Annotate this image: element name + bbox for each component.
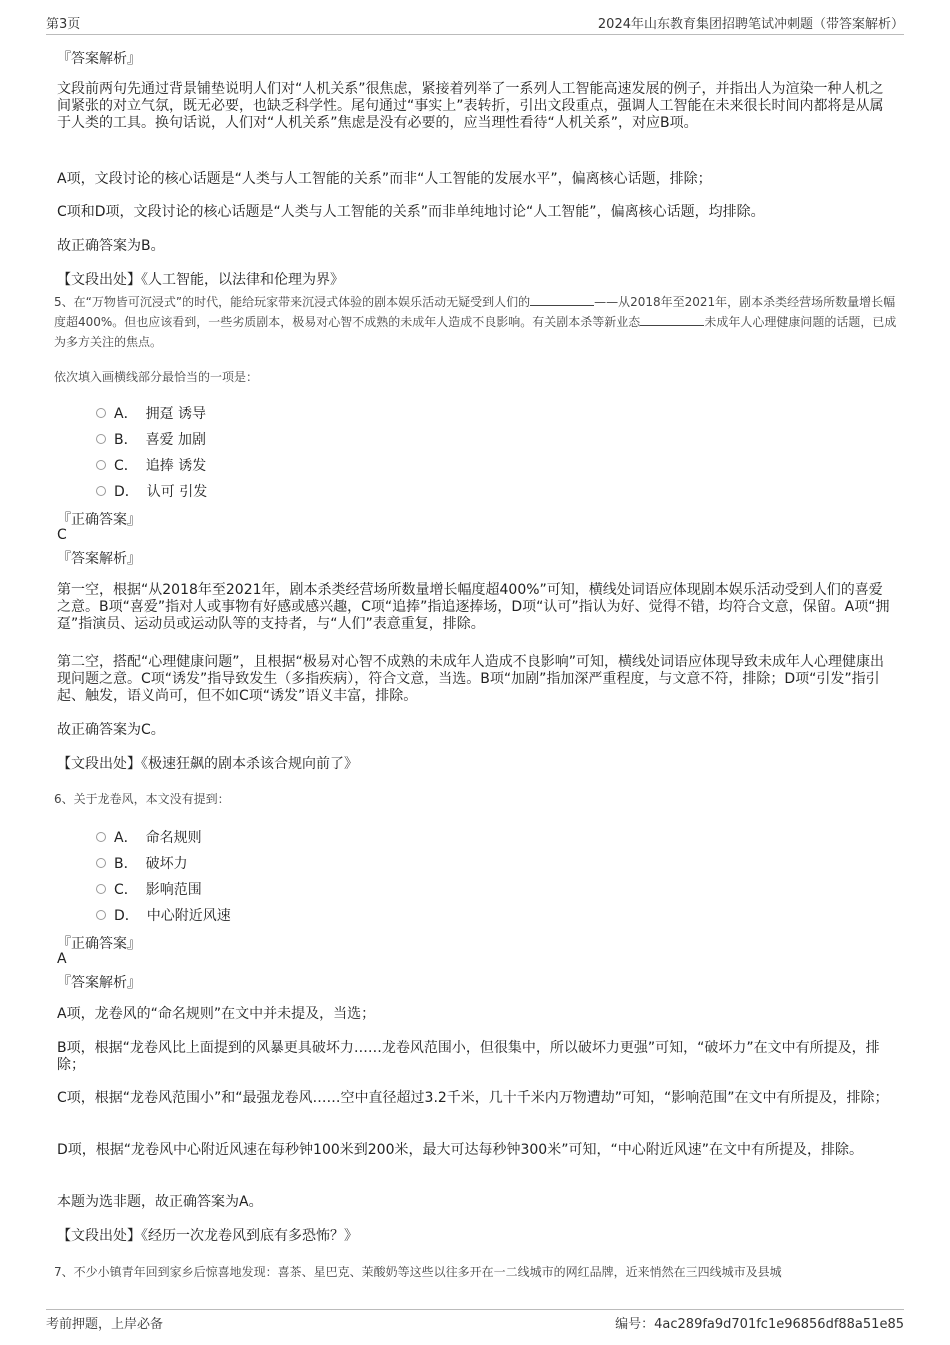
radio-button: [96, 884, 106, 894]
option-d[interactable]: D． 认可 引发: [96, 481, 207, 501]
question-stem: 6、关于龙卷风，本文没有提到：: [54, 792, 230, 806]
footer-slogan: 考前押题，上岸必备: [46, 1317, 164, 1332]
source-citation: 【文段出处】《极速狂飙的剧本杀该合规向前了》: [57, 756, 358, 772]
option-b[interactable]: B． 破坏力: [96, 853, 188, 873]
option-d[interactable]: D． 中心附近风速: [96, 905, 231, 925]
radio-button: [96, 460, 106, 470]
footer-divider: [46, 1309, 904, 1310]
correct-answer-label: 『正确答案』: [57, 512, 141, 528]
document-title: 2024年山东教育集团招聘笔试冲刺题（带答案解析）: [597, 17, 904, 32]
fill-blank: [530, 293, 594, 306]
radio-button: [96, 910, 106, 920]
radio-button: [96, 858, 106, 868]
analysis-label: 『答案解析』: [57, 51, 141, 67]
radio-button: [96, 486, 106, 496]
document-id: 编号：4ac289fa9d701fc1e96856df88a51e85: [615, 1317, 904, 1332]
source-citation: 【文段出处】《人工智能，以法律和伦理为界》: [57, 272, 344, 288]
option-a[interactable]: A． 拥趸 诱导: [96, 403, 206, 423]
radio-button: [96, 408, 106, 418]
radio-button: [96, 434, 106, 444]
answer-statement: 故正确答案为C。: [57, 722, 165, 738]
analysis-paragraph: C项，根据“龙卷风范围小”和“最强龙卷风……空中直径超过3.2千米，几十千米内万物遭劫”可知，“影响范围”在文中有所提及，排除；: [57, 1090, 889, 1106]
analysis-paragraph: B项，根据“龙卷风比上面提到的风暴更具破坏力……龙卷风范围小，但很集中，所以破坏力更强”可知，“破坏力”在文中有所提及，排除；: [57, 1040, 880, 1073]
answer-statement: 故正确答案为B。: [57, 238, 165, 254]
analysis-paragraph: D项，根据“龙卷风中心附近风速在每秒钟100米到200米，最大可达每秒钟300米”可知，“中心附近风速”在文中有所提及，排除。: [57, 1142, 863, 1158]
analysis-label: 『答案解析』: [57, 975, 141, 991]
analysis-paragraph: 第二空，搭配“心理健康问题”，且根据“极易对心智不成熟的未成年人造成不良影响”可知，横线处词语应体现导致未成年人心理健康出现问题之意。C项“诱发”指导致发生（多指疾病），符合文意，当选。B项“加剧”指加深严重程度，与文意不符，排除；D项“引发”指引起、触发，语义尚可，但不如C项“诱发”语义丰富，排除。: [57, 654, 885, 704]
option-b[interactable]: B． 喜爱 加剧: [96, 429, 206, 449]
option-c[interactable]: C． 影响范围: [96, 879, 202, 899]
source-citation: 【文段出处】《经历一次龙卷风到底有多恐怖？》: [57, 1228, 358, 1244]
question-prompt: 依次填入画横线部分最恰当的一项是：: [54, 370, 259, 384]
question-stem: 7、不少小镇青年回到家乡后惊喜地发现：喜茶、星巴克、茉酸奶等这些以往多开在一二线城市的网红品牌，近来悄然在三四线城市及县城: [54, 1265, 782, 1279]
radio-button: [96, 832, 106, 842]
analysis-paragraph: C项和D项，文段讨论的核心话题是“人类与人工智能的关系”而非单纯地讨论“人工智能”，偏离核心话题，均排除。: [57, 204, 765, 220]
correct-answer: C: [57, 527, 67, 543]
analysis-label: 『答案解析』: [57, 551, 141, 567]
fill-blank: [640, 313, 704, 326]
answer-statement: 本题为选非题，故正确答案为A。: [57, 1194, 263, 1210]
analysis-paragraph: A项，龙卷风的“命名规则”在文中并未提及，当选；: [57, 1006, 376, 1022]
question-stem: 5、在“万物皆可沉浸式”的时代，能给玩家带来沉浸式体验的剧本娱乐活动无疑受到人们的 ——从2018年至2021年，剧本杀类经营场所数量增长幅度超400%。但也应该看到，一些劣质剧本，极易对心智不成熟的未成年人造成不良影响。有关剧本杀等新业态 未成年人心理健康问题的话题，已成为多方关注的焦点。: [54, 295, 897, 349]
option-a[interactable]: A． 命名规则: [96, 827, 202, 847]
option-c[interactable]: C． 追捧 诱发: [96, 455, 206, 475]
correct-answer-label: 『正确答案』: [57, 936, 141, 952]
correct-answer: A: [57, 951, 67, 967]
page-number: 第3页: [46, 17, 81, 32]
analysis-paragraph: A项，文段讨论的核心话题是“人类与人工智能的关系”而非“人工智能的发展水平”，偏离核心话题，排除；: [57, 171, 712, 187]
header-divider: [46, 34, 904, 35]
analysis-paragraph: 第一空，根据“从2018年至2021年，剧本杀类经营场所数量增长幅度超400%”可知，横线处词语应体现剧本娱乐活动受到人们的喜爱之意。B项“喜爱”指对人或事物有好感或感兴趣，C项“追捧”指追逐捧场，D项“认可”指认为好、觉得不错，均符合文意，保留。A项“拥趸”指演员、运动员或运动队等的支持者，与“人们”表意重复，排除。: [57, 582, 890, 632]
analysis-paragraph: 文段前两句先通过背景铺垫说明人们对“人机关系”很焦虑，紧接着列举了一系列人工智能高速发展的例子，并指出人为渲染一种人机之间紧张的对立气氛，既无必要，也缺乏科学性。尾句通过“事实上”表转折，引出文段重点，强调人工智能在未来很长时间内都将是从属于人类的工具。换句话说，人们对“人机关系”焦虑是没有必要的，应当理性看待“人机关系”，对应B项。: [57, 81, 884, 131]
